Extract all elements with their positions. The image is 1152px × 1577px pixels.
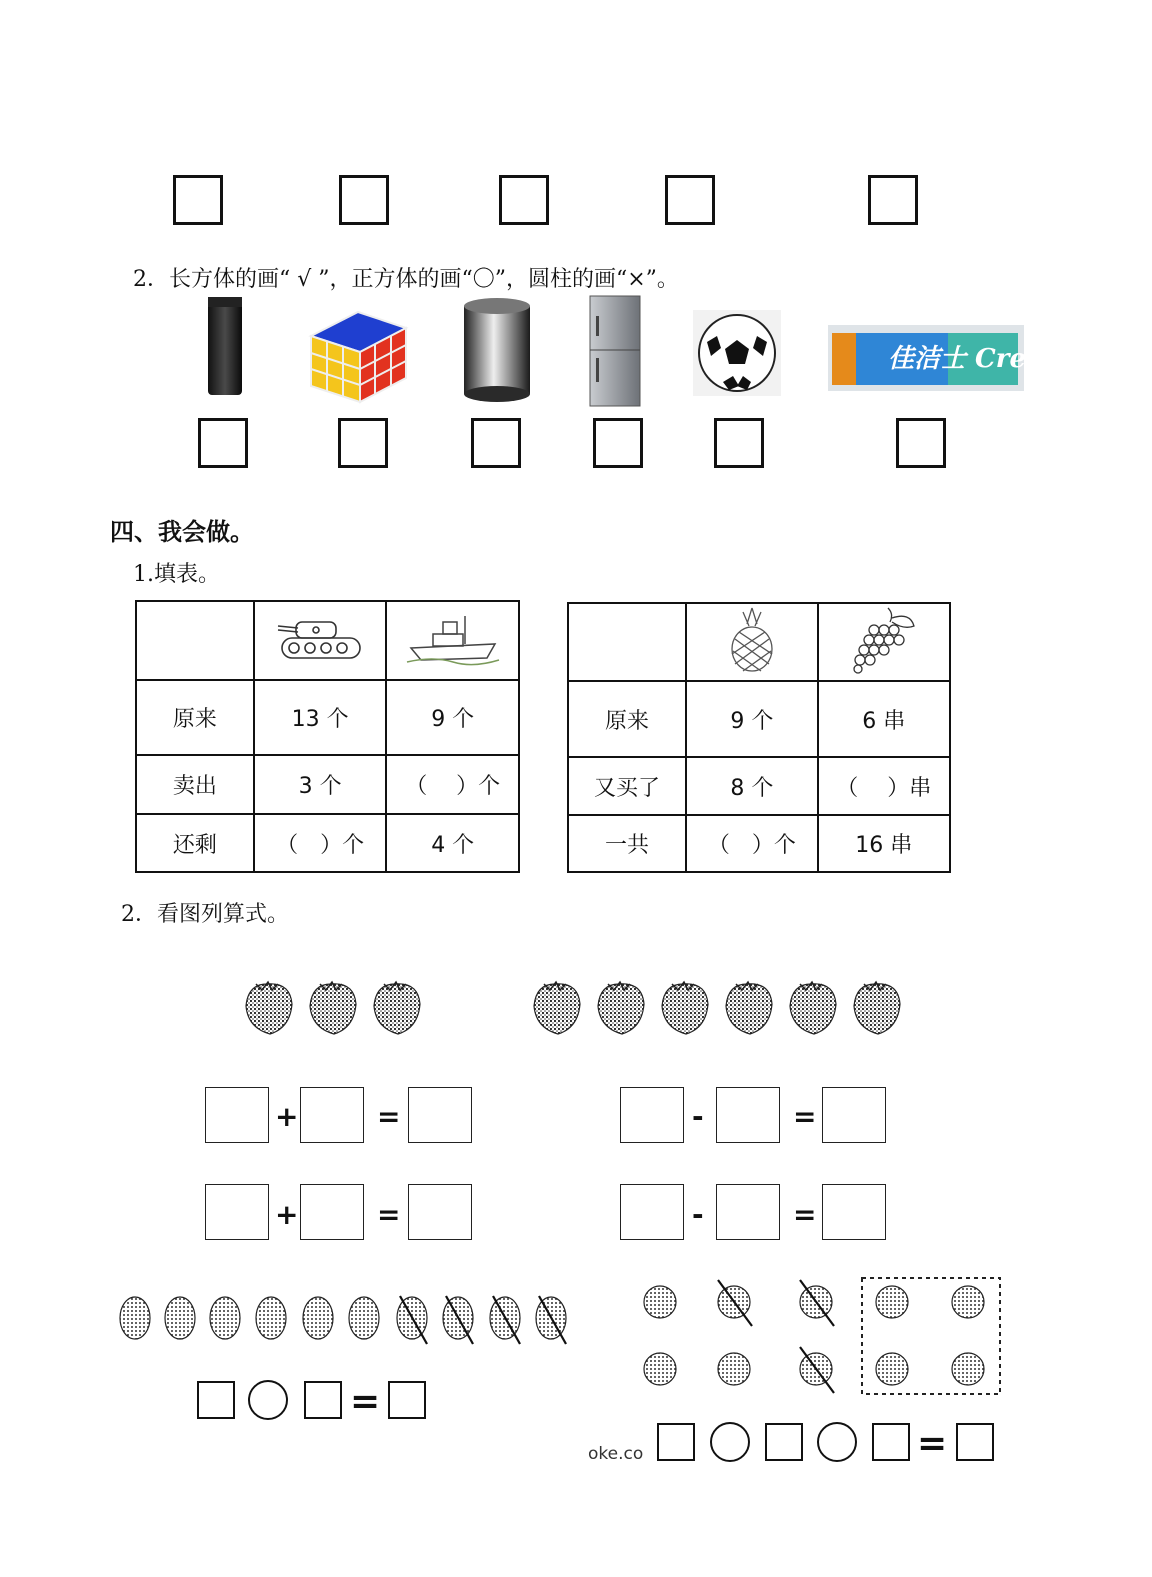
sub-question-1: 1.填表。 <box>133 562 220 587</box>
table-cell: 9 个 <box>686 681 817 757</box>
equation-box[interactable] <box>408 1184 472 1240</box>
strawberry-icon <box>726 982 772 1034</box>
strawberry-icon <box>310 982 356 1034</box>
dotted-circle-icon <box>718 1353 750 1385</box>
operator-circle[interactable] <box>248 1380 288 1420</box>
table-header-cell <box>386 601 519 680</box>
dotted-circle-icon <box>165 1297 195 1339</box>
strawberry-icon <box>598 982 644 1034</box>
dotted-circle-icon <box>876 1353 908 1385</box>
answer-box[interactable] <box>198 418 248 468</box>
equation-box[interactable] <box>300 1184 364 1240</box>
minus-sign: - <box>692 1198 704 1231</box>
equation-box[interactable] <box>205 1184 269 1240</box>
table-cell: 又买了 <box>568 757 686 815</box>
toothpaste-brand: 佳洁士 Crest <box>888 344 1053 374</box>
answer-box[interactable] <box>593 418 643 468</box>
equation-box[interactable] <box>716 1184 780 1240</box>
table-cell: 3 个 <box>254 755 387 814</box>
equation-box[interactable] <box>657 1423 695 1461</box>
table-header-cell <box>818 603 950 681</box>
table-cell: 4 个 <box>386 814 519 872</box>
strawberry-icon <box>790 982 836 1034</box>
table-header-cell <box>686 603 817 681</box>
table-cell-blank[interactable]: （ ）串 <box>818 757 950 815</box>
table-cell-blank[interactable]: （ ）个 <box>254 814 387 872</box>
equation-box[interactable] <box>822 1184 886 1240</box>
strawberry-group <box>230 970 930 1040</box>
table-cell: 13 个 <box>254 680 387 755</box>
equals-sign: = <box>377 1198 401 1231</box>
equation-box[interactable] <box>304 1381 342 1419</box>
answer-box[interactable] <box>471 418 521 468</box>
sub-question-2: 2．看图列算式。 <box>121 902 289 927</box>
plus-sign: + <box>275 1100 299 1133</box>
table-right <box>567 602 951 873</box>
watermark: oke.co <box>588 1444 644 1464</box>
equation-box[interactable] <box>956 1423 994 1461</box>
table-corner <box>136 601 254 680</box>
table-cell: 原来 <box>568 681 686 757</box>
plus-sign: + <box>275 1198 299 1231</box>
table-cell: 卖出 <box>136 755 254 814</box>
equation-box[interactable] <box>620 1184 684 1240</box>
answer-box[interactable] <box>338 418 388 468</box>
rubiks-cube-image <box>306 308 412 404</box>
table-cell: 6 串 <box>818 681 950 757</box>
equals-sign: = <box>793 1198 817 1231</box>
answer-box[interactable] <box>868 175 918 225</box>
table-header-cell <box>254 601 387 680</box>
soccer-ball-image <box>693 310 781 396</box>
answer-box[interactable] <box>714 418 764 468</box>
equation-box[interactable] <box>205 1087 269 1143</box>
tank-icon <box>272 610 368 666</box>
dotted-circle-icon <box>256 1297 286 1339</box>
strawberry-icon <box>374 982 420 1034</box>
cylinder-image <box>460 296 534 406</box>
answer-box[interactable] <box>173 175 223 225</box>
equation-box[interactable] <box>408 1087 472 1143</box>
equation-box[interactable] <box>822 1087 886 1143</box>
minus-sign: - <box>692 1100 704 1133</box>
grapes-icon <box>848 604 920 674</box>
dotted-circle-icon <box>303 1297 333 1339</box>
strawberry-icon <box>854 982 900 1034</box>
answer-box[interactable] <box>896 418 946 468</box>
table-left <box>135 600 520 873</box>
table-corner <box>568 603 686 681</box>
table-cell-blank[interactable]: （ ）个 <box>686 815 817 872</box>
table-cell: 8 个 <box>686 757 817 815</box>
refrigerator-image <box>588 294 642 408</box>
table-cell: 还剩 <box>136 814 254 872</box>
thermos-cup-image <box>205 295 245 397</box>
circle-row <box>115 1290 575 1350</box>
dotted-circle-icon <box>349 1297 379 1339</box>
q2-prompt: 2．长方体的画“ √ ”，正方体的画“〇”，圆柱的画“×”。 <box>133 267 679 292</box>
equation-box[interactable] <box>872 1423 910 1461</box>
operator-circle[interactable] <box>710 1422 750 1462</box>
circle-grid <box>630 1272 1010 1402</box>
equals-sign: = <box>793 1100 817 1133</box>
equals-sign: = <box>377 1100 401 1133</box>
strawberry-icon <box>534 982 580 1034</box>
dotted-circle-icon <box>952 1353 984 1385</box>
dotted-circle-icon <box>644 1353 676 1385</box>
dotted-circle-icon <box>952 1286 984 1318</box>
pineapple-icon <box>717 604 787 674</box>
toothpaste-box-image <box>828 325 1053 391</box>
section-heading: 四、我会做。 <box>110 517 254 546</box>
dotted-circle-icon <box>644 1286 676 1318</box>
table-cell: 9 个 <box>386 680 519 755</box>
equation-box[interactable] <box>300 1087 364 1143</box>
dotted-circle-icon <box>876 1286 908 1318</box>
equation-box[interactable] <box>765 1423 803 1461</box>
table-cell: 原来 <box>136 680 254 755</box>
table-cell: 16 串 <box>818 815 950 872</box>
dotted-circle-icon <box>120 1297 150 1339</box>
table-cell-blank[interactable]: （ ）个 <box>386 755 519 814</box>
strawberry-icon <box>662 982 708 1034</box>
equals-sign: = <box>917 1423 948 1464</box>
dotted-circle-icon <box>210 1297 240 1339</box>
answer-box[interactable] <box>339 175 389 225</box>
table-cell: 一共 <box>568 815 686 872</box>
equation-box[interactable] <box>388 1381 426 1419</box>
answer-box[interactable] <box>665 175 715 225</box>
ship-icon <box>403 610 503 666</box>
equals-sign: = <box>350 1381 381 1422</box>
equation-box[interactable] <box>620 1087 684 1143</box>
strawberry-icon <box>246 982 292 1034</box>
operator-circle[interactable] <box>817 1422 857 1462</box>
equation-box[interactable] <box>197 1381 235 1419</box>
equation-box[interactable] <box>716 1087 780 1143</box>
answer-box[interactable] <box>499 175 549 225</box>
